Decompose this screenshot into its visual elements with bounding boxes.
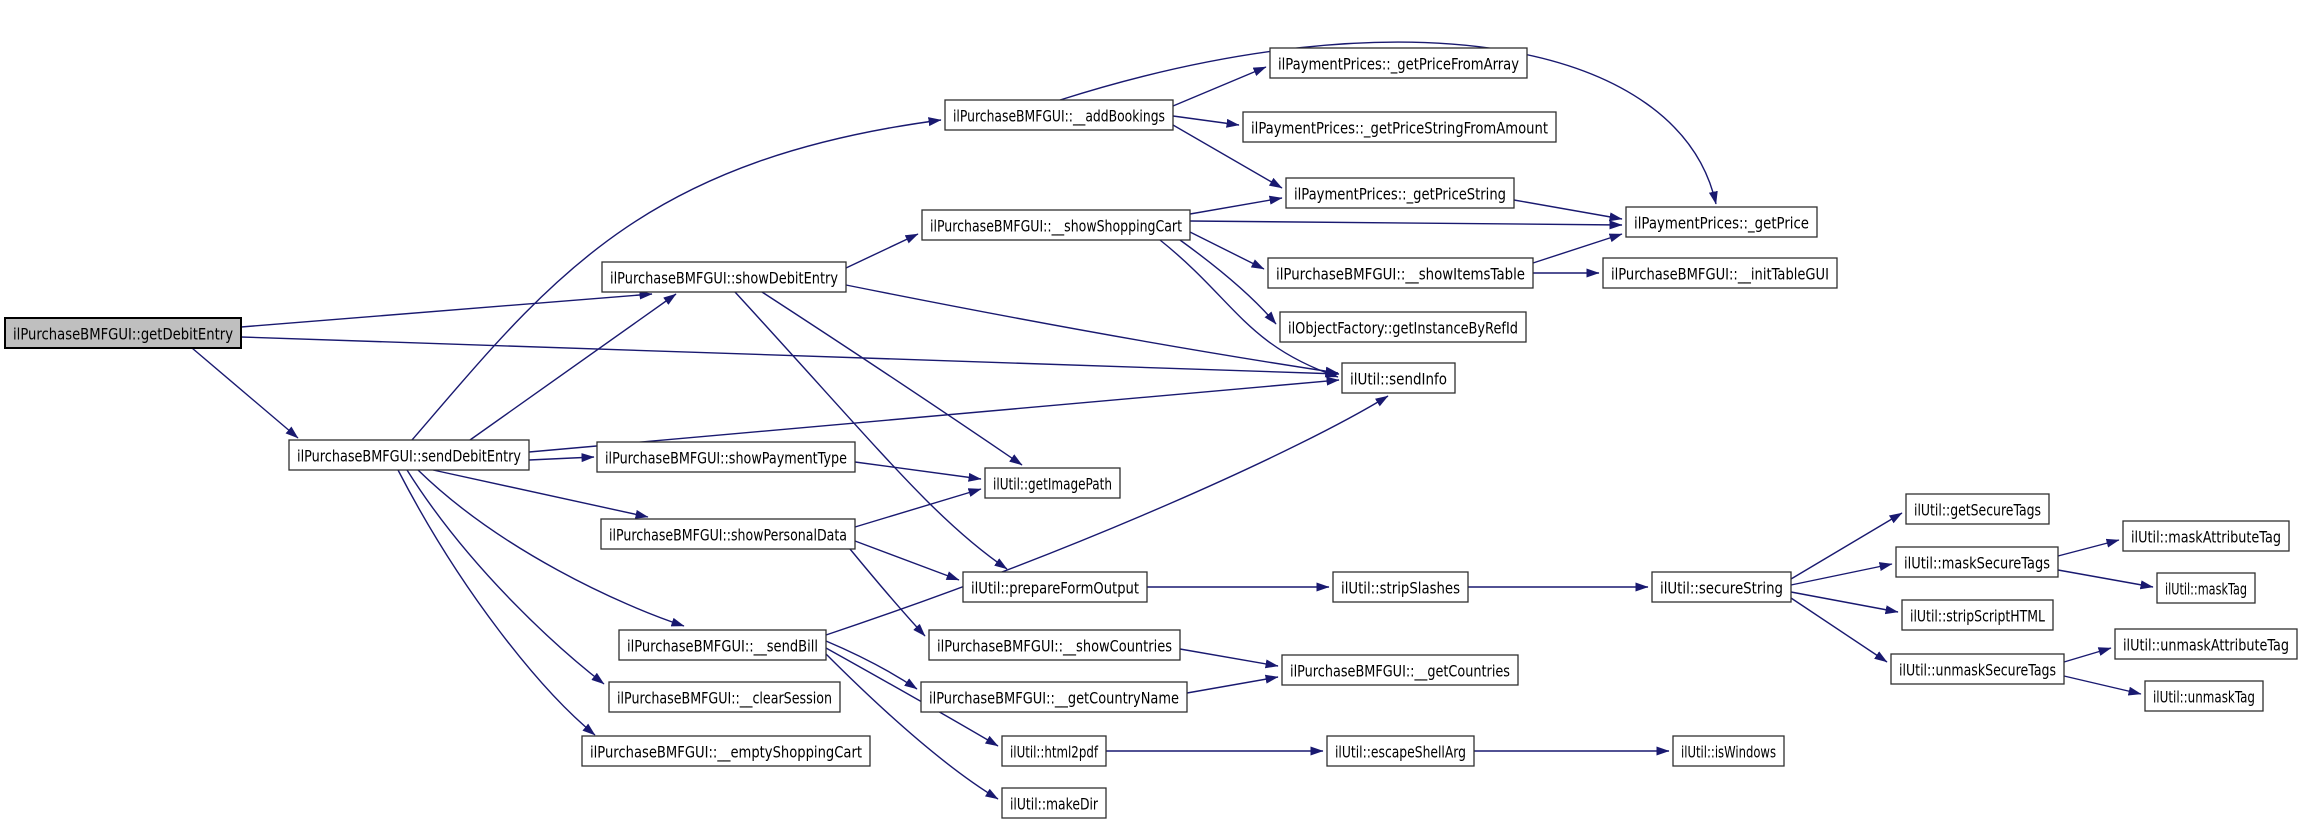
graph-edge-getDebitEntry-to-showDebitEntry <box>241 294 652 327</box>
graph-node-box <box>1906 494 2049 524</box>
graph-node-box <box>963 572 1147 602</box>
graph-node-box <box>2115 629 2297 659</box>
graph-node-getImagePath[interactable] <box>985 468 1120 498</box>
graph-edge-unmaskSecureTags-to-unmaskAttributeTag <box>2064 648 2111 662</box>
graph-node-label: ilUtil::prepareFormOutput <box>971 578 1139 598</box>
graph-edge-getCountryName-to-getCountries <box>1187 677 1278 693</box>
graph-node-prepareFormOutput[interactable] <box>963 572 1147 602</box>
graph-node-label: ilPurchaseBMFGUI::showPaymentType <box>605 448 847 468</box>
graph-node-box <box>1652 572 1791 602</box>
graph-node-escapeShellArg[interactable] <box>1327 736 1474 766</box>
graph-node-label: ilPurchaseBMFGUI::sendDebitEntry <box>297 446 521 466</box>
graph-node-label: ilPurchaseBMFGUI::__getCountryName <box>929 688 1238 708</box>
graph-node-label: ilPurchaseBMFGUI::__clearSession <box>617 688 889 708</box>
graph-edge-sendBill-to-makeDir <box>826 654 998 799</box>
graph-node-box <box>922 210 1252 240</box>
graph-node-box <box>1282 655 1565 685</box>
graph-node-showCountries[interactable] <box>929 630 1227 660</box>
graph-node-label: ilPurchaseBMFGUI::__initTableGUI <box>1611 264 1878 284</box>
graph-node-label: ilUtil::stripScriptHTML <box>1910 606 2046 626</box>
graph-node-getCountryName[interactable] <box>921 682 1238 712</box>
graph-node-stripScriptHTML[interactable] <box>1902 600 2053 630</box>
graph-node-makeDir[interactable] <box>1002 788 1106 818</box>
graph-edge-showShoppingCart-to-getInstanceByRefId <box>1180 240 1276 324</box>
graph-edge-sendDebitEntry-to-clearSession <box>407 470 604 684</box>
graph-node-label: ilPurchaseBMFGUI::__sendBill <box>627 636 861 656</box>
graph-node-showItemsTable[interactable] <box>1268 258 1575 288</box>
graph-edge-addBookings-to-getPriceStringFromAmount <box>1173 116 1239 125</box>
graph-node-box <box>2145 681 2263 711</box>
graph-node-label: ilUtil::stripSlashes <box>1341 578 1460 598</box>
graph-node-box <box>601 519 855 549</box>
graph-edge-maskSecureTags-to-maskTag <box>2058 570 2153 587</box>
graph-node-getCountries[interactable] <box>1282 655 1565 685</box>
graph-node-label: ilUtil::getImagePath <box>993 474 1112 494</box>
graph-node-label: ilUtil::maskSecureTags <box>1904 553 2050 573</box>
graph-node-label: ilPurchaseBMFGUI::__showCountries <box>937 636 1227 656</box>
graph-node-stripSlashes[interactable] <box>1333 572 1468 602</box>
graph-node-box <box>609 682 889 712</box>
graph-edge-showPaymentType-to-getImagePath <box>855 462 981 479</box>
graph-node-showDebitEntry[interactable] <box>602 262 846 292</box>
graph-node-box <box>1902 600 2053 630</box>
graph-node-label: ilPaymentPrices::_getPrice <box>1634 213 1845 233</box>
graph-edge-showPersonalData-to-getImagePath <box>855 489 981 527</box>
graph-node-box <box>1002 788 1106 818</box>
graph-node-unmaskTag[interactable] <box>2145 681 2263 711</box>
graph-node-label: ilPurchaseBMFGUI::__addBookings <box>953 106 1228 126</box>
graph-edge-secureString-to-maskSecureTags <box>1791 564 1892 585</box>
graph-node-label: ilUtil::maskTag <box>2165 579 2247 599</box>
graph-node-sendInfo[interactable] <box>1342 363 1455 393</box>
graph-node-showPaymentType[interactable] <box>597 442 855 472</box>
graph-node-box <box>1243 112 1612 142</box>
graph-node-label: ilObjectFactory::getInstanceByRefId <box>1288 318 1518 338</box>
graph-edge-showShoppingCart-to-getPriceString <box>1190 198 1282 214</box>
graph-node-box <box>597 442 855 472</box>
graph-node-label: ilPaymentPrices::_getPriceString <box>1294 184 1553 204</box>
graph-node-label: ilUtil::maskAttributeTag <box>2131 527 2281 547</box>
graph-edge-sendDebitEntry-to-showDebitEntry <box>470 294 676 440</box>
graph-node-emptyShoppingCart[interactable] <box>582 736 922 766</box>
graph-node-maskAttributeTag[interactable] <box>2123 521 2289 551</box>
graph-edge-showDebitEntry-to-showShoppingCart <box>846 234 918 268</box>
graph-node-box <box>1270 48 1572 78</box>
graph-node-initTableGUI[interactable] <box>1603 258 1878 288</box>
graph-node-box <box>289 440 529 470</box>
graph-node-addBookings[interactable] <box>945 100 1228 130</box>
graph-edge-sendDebitEntry-to-emptyShoppingCart <box>398 470 595 735</box>
graph-node-box <box>1891 654 2064 684</box>
graph-node-label: ilUtil::unmaskAttributeTag <box>2123 635 2289 655</box>
graph-node-showShoppingCart[interactable] <box>922 210 1252 240</box>
graph-node-label: ilPurchaseBMFGUI::showPersonalData <box>609 525 847 545</box>
graph-node-maskSecureTags[interactable] <box>1896 547 2058 577</box>
graph-node-maskTag[interactable] <box>2157 573 2255 603</box>
graph-node-unmaskSecureTags[interactable] <box>1891 654 2064 684</box>
graph-edge-showShoppingCart-to-showItemsTable <box>1190 232 1264 269</box>
graph-node-box <box>5 318 241 348</box>
graph-node-box <box>929 630 1227 660</box>
graph-node-getPriceFromArray[interactable] <box>1270 48 1572 78</box>
graph-node-box <box>1280 312 1526 342</box>
graph-node-html2pdf[interactable] <box>1002 736 1106 766</box>
graph-node-box <box>582 736 922 766</box>
graph-node-label: ilUtil::makeDir <box>1010 794 1099 814</box>
graph-node-label: ilPurchaseBMFGUI::__showShoppingCart <box>930 216 1252 236</box>
graph-node-label: ilUtil::isWindows <box>1681 742 1776 762</box>
graph-edge-secureString-to-getSecureTags <box>1791 513 1902 579</box>
graph-node-label: ilUtil::escapeShellArg <box>1335 742 1466 762</box>
graph-node-box <box>2157 573 2255 603</box>
graph-node-box <box>1002 736 1106 766</box>
graph-node-label: ilPurchaseBMFGUI::__getCountries <box>1290 661 1565 681</box>
graph-node-clearSession[interactable] <box>609 682 889 712</box>
graph-node-getPriceStringFromAmount[interactable] <box>1243 112 1612 142</box>
graph-node-getSecureTags[interactable] <box>1906 494 2049 524</box>
graph-node-label: ilPurchaseBMFGUI::__showItemsTable <box>1276 264 1575 284</box>
graph-edge-maskSecureTags-to-maskAttributeTag <box>2058 540 2119 556</box>
graph-node-box <box>1286 178 1553 208</box>
graph-edge-showShoppingCart-to-getPrice <box>1190 221 1622 225</box>
graph-node-unmaskAttributeTag[interactable] <box>2115 629 2297 659</box>
graph-node-box <box>1268 258 1575 288</box>
graph-edge-addBookings-to-getPriceFromArray <box>1173 67 1266 106</box>
graph-node-box <box>1333 572 1468 602</box>
graph-node-box <box>2123 521 2289 551</box>
graph-node-getInstanceByRefId[interactable] <box>1280 312 1526 342</box>
graph-node-box <box>985 468 1120 498</box>
graph-node-label: ilPurchaseBMFGUI::getDebitEntry <box>13 324 234 344</box>
graph-node-label: ilUtil::secureString <box>1660 578 1783 598</box>
graph-edge-sendDebitEntry-to-showPaymentType <box>529 457 594 460</box>
graph-node-sendDebitEntry[interactable] <box>289 440 529 470</box>
graph-node-label: ilUtil::unmaskTag <box>2153 687 2255 707</box>
graph-node-getPriceString[interactable] <box>1286 178 1553 208</box>
graph-node-box <box>1673 736 1784 766</box>
graph-node-sendBill[interactable] <box>619 630 861 660</box>
graph-node-box <box>1327 736 1474 766</box>
graph-node-showPersonalData[interactable] <box>601 519 855 549</box>
graph-node-label: ilPurchaseBMFGUI::__emptyShoppingCart <box>590 742 922 762</box>
graph-node-box <box>945 100 1228 130</box>
graph-node-label: ilUtil::sendInfo <box>1350 369 1447 389</box>
graph-node-label: ilUtil::unmaskSecureTags <box>1899 660 2056 680</box>
graph-node-label: ilUtil::html2pdf <box>1010 742 1099 762</box>
graph-node-box <box>602 262 846 292</box>
graph-node-box <box>921 682 1238 712</box>
graph-edge-showDebitEntry-to-getImagePath <box>762 292 1022 465</box>
graph-node-box <box>1626 207 1845 237</box>
graph-edge-getPriceString-to-getPrice <box>1514 200 1622 219</box>
graph-edge-getDebitEntry-to-sendDebitEntry <box>192 348 298 438</box>
graph-edge-sendDebitEntry-to-sendInfo <box>529 380 1339 452</box>
graph-node-box <box>1896 547 2058 577</box>
graph-node-secureString[interactable] <box>1652 572 1791 602</box>
graph-node-box <box>619 630 861 660</box>
graph-node-box <box>1342 363 1455 393</box>
graph-node-label: ilPurchaseBMFGUI::showDebitEntry <box>610 268 838 288</box>
graph-node-label: ilUtil::getSecureTags <box>1914 500 2041 520</box>
graph-node-getDebitEntry[interactable] <box>5 318 241 348</box>
graph-node-isWindows[interactable] <box>1673 736 1784 766</box>
graph-node-box <box>1603 258 1878 288</box>
graph-node-getPrice[interactable] <box>1626 207 1845 237</box>
graph-edge-unmaskSecureTags-to-unmaskTag <box>2064 676 2141 694</box>
graph-edge-getDebitEntry-to-sendInfo <box>241 337 1339 374</box>
graph-node-label: ilPaymentPrices::_getPriceFromArray <box>1278 54 1572 74</box>
graph-node-label: ilPaymentPrices::_getPriceStringFromAmount <box>1251 118 1612 138</box>
graph-edge-showCountries-to-getCountries <box>1180 649 1278 666</box>
